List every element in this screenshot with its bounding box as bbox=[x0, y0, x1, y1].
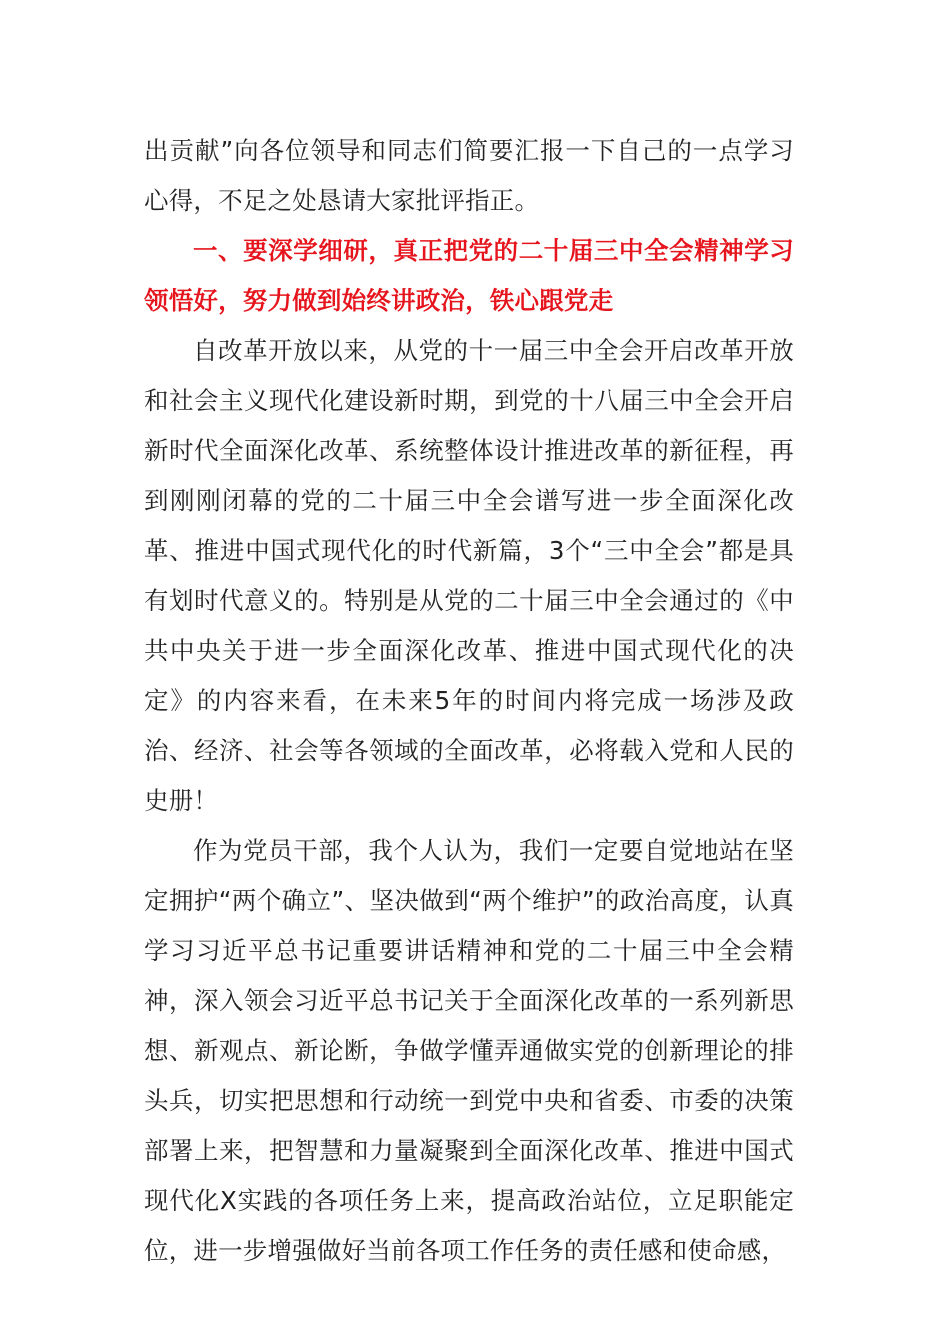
body-paragraph: 作为党员干部，我个人认为，我们一定要自觉地站在坚定拥护“两个确立”、坚决做到“两个维护”的政治高度，认真学习习近平总书记重要讲话精神和党的二十届三中全会精神，深入领会习近平总书记关于全面深化改革的一系列新思想、新观点、新论断，争做学懂弄通做实党的创新理论的排头兵，切实把思想和行动统一到党中央和省委、市委的决策部署上来，把智慧和力量凝聚到全面深化改革、推进中国式现代化X实践的各项任务上来，提高政治站位，立足职能定位，进一步增强做好当前各项工作任务的责任感和使命感， bbox=[144, 836, 794, 1265]
document-body bbox=[144, 126, 794, 1276]
body-paragraph: 自改革开放以来，从党的十一届三中全会开启改革开放和社会主义现代化建设新时期，到党的十八届三中全会开启新时代全面深化改革、系统整体设计推进改革的新征程，再到刚刚闭幕的党的二十届三中全会谱写进一步全面深化改革、推进中国式现代化的时代新篇，3个“三中全会”都是具有划时代意义的。特别是从党的二十届三中全会通过的《中共中央关于进一步全面深化改革、推进中国式现代化的决定》的内容来看，在未来5年的时间内将完成一场涉及政治、经济、社会等各领域的全面改革，必将载入党和人民的史册！ bbox=[144, 336, 794, 815]
paragraph-continuation: 出贡献”向各位领导和同志们简要汇报一下自己的一点学习心得，不足之处恳请大家批评指正。 bbox=[144, 136, 794, 215]
section-heading: 一、要深学细研，真正把党的二十届三中全会精神学习领悟好，努力做到始终讲政治，铁心跟党走 bbox=[144, 236, 794, 315]
